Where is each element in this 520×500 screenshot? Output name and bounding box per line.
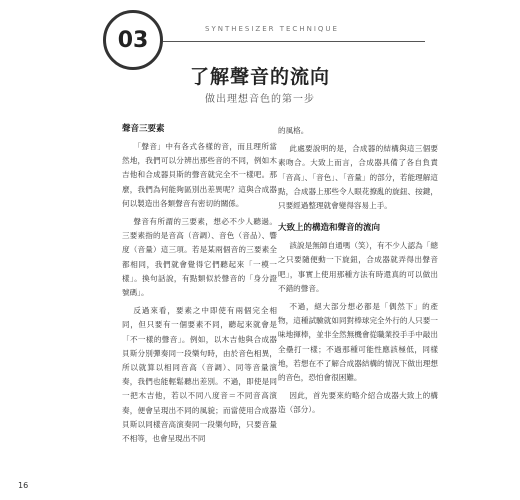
body-paragraph: 此處要說明的是，合成器的結構與這三個要素吻合。大致上而言，合成器具備了各自負責「音高」、「音色」、「音量」的部分，若能理解這點，合成器上那些令人眼花撩亂的旋鈕、按鍵，只要經過整理就會變得容易上手。 [278,144,438,211]
section-heading-structure-flow: 大致上的構造和聲音的流向 [278,223,381,234]
chapter-number-badge [103,10,163,70]
left-column [122,122,277,450]
body-paragraph: 「聲音」中有各式各樣的音，而且理所當然地，我們可以分辨出那些音的不同，例如木吉他和合成器貝斯的聲音就完全不一樣吧。那麼，我們為何能夠區別出差異呢？這與合成器何以製造出各類聲音有密切的關係。 [122,142,277,208]
header-divider [163,41,425,42]
section-heading-three-elements: 聲音三要素 [122,124,165,134]
body-paragraph: 反過來看，要素之中即使有兩個完全相同，但只要有一個要素不同，聽起來就會是「不一樣的聲音」。例如，以木吉他與合成器貝斯分別彈奏同一段樂句時，由於音色相異，所以就算以相同音高（音調）、同等音量演奏，我們也能輕鬆聽出差別。不過，即使是同一把木吉他，若以不同八度音＝不同音高演奏，便會呈現出不同的風貌；而當使用合成器貝斯以同樣音高演奏同一段樂句時，只要音量不相等，也會呈現出不同 [122,306,277,444]
body-paragraph: 聲音有所謂的三要素，想必不少人聽過。三要素指的是音高（音調）、音色（音品）、響度（音量）這三項。若是某兩個音的三要素全都相同，我們就會覺得它們聽起來「一模一樣」。換句話說，有點類似於聲音的「身分證號碼」。 [122,217,277,298]
body-paragraph: 該說是無師自通嗎（笑），有不少人認為「總之只要隨便動一下旋鈕，合成器就弄得出聲音吧」，事實上使用那種方法有時還真的可以做出不錯的聲音。 [278,241,438,293]
page-subtitle: 做出理想音色的第一步 [205,94,315,105]
body-paragraph: 不過，絕大部分想必都是「偶然下」的產物，這種試驗就如同對棒球完全外行的人只要一味地揮棒，並非全然無機會從職業投手手中敲出全壘打一樣；不過那種可能性應該極低，同樣地，若想在不了解合成器結構的情況下做出理想的音色，恐怕會很困難。 [278,302,438,383]
series-label: SYNTHESIZER TECHNIQUE [205,25,339,33]
page-number: 16 [18,481,29,490]
body-paragraph-continued: 的風格。 [278,126,309,135]
page-title: 了解聲音的流向 [189,66,330,88]
body-paragraph: 因此，首先要來約略介紹合成器大致上的構造（部分）。 [278,391,438,415]
chapter-number: 03 [117,27,149,53]
right-column [278,124,438,422]
